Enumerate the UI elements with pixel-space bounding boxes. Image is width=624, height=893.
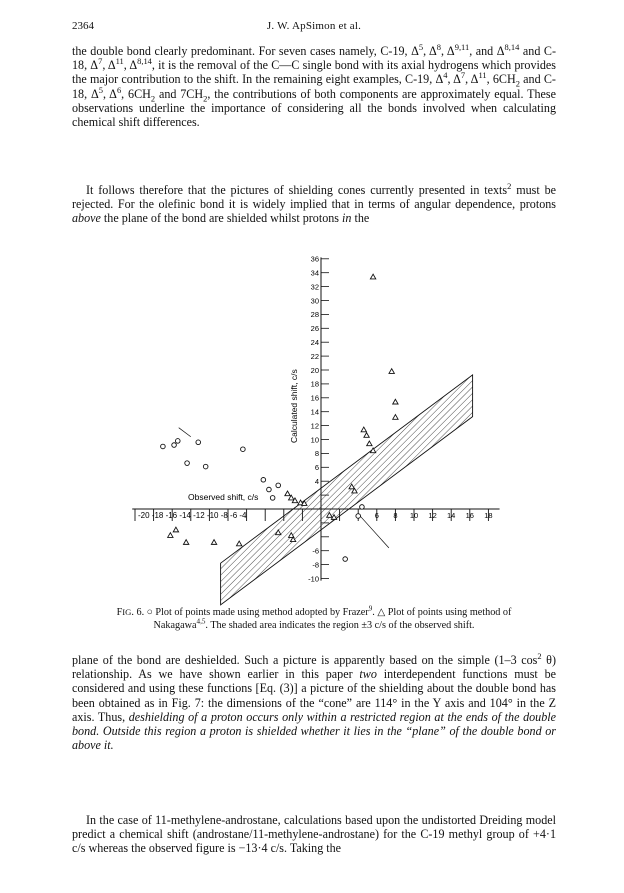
triangle-point: [393, 399, 398, 404]
triangle-point: [236, 541, 241, 546]
circle-point: [276, 483, 281, 488]
y-tick-label: 34: [310, 268, 319, 278]
y-tick-label: 24: [310, 338, 319, 347]
circle-point: [185, 461, 190, 466]
y-tick-label: -6: [312, 546, 319, 556]
y-tick-label: 36: [310, 254, 319, 264]
y-tick-label: 10: [310, 435, 319, 445]
triangle-point: [183, 540, 188, 545]
paragraph-3: plane of the bond are deshielded. Such a picture is apparently based on the simple (1–3 $\cos^2 \theta$) relationship. As we have shown earlier in this paper two interdependent functions must be considered and using these functions [Eq. (3)] a picture of the shielding about the double bond has been obtained as in Fig. 7: the dimensions of the “cone” are 114° in the Y axis and 104° in the Z axis. Thus, deshielding of a proton occurs only within a restricted region at the ends of the double bond. Outside this region a proton is shielded whether it lies in the “plane” of the double bond or above it.: [72, 650, 556, 753]
circle-point: [343, 557, 348, 562]
circle-point: [203, 464, 208, 469]
y-tick-label: 32: [310, 282, 319, 292]
x-tick-label: 10: [409, 511, 419, 520]
circle-point: [172, 443, 177, 448]
guide-line-right: [360, 516, 389, 548]
y-tick-label: 20: [310, 365, 319, 375]
x-tick-label: 12: [428, 511, 437, 520]
y-tick-label: 4: [314, 477, 319, 486]
triangle-point: [370, 274, 375, 279]
triangle-point: [367, 441, 372, 446]
triangle-point: [168, 533, 173, 538]
page-number: 2364: [72, 20, 94, 32]
circle-point: [356, 514, 361, 519]
triangle-point: [211, 540, 216, 545]
y-tick-label: 8: [314, 449, 319, 459]
band-region: [221, 375, 473, 605]
guide-line-left: [179, 428, 191, 437]
y-axis-label: Calculated shift, c/s: [289, 369, 299, 443]
triangle-point: [393, 415, 398, 420]
circle-point: [360, 505, 365, 510]
x-tick-label: 8: [393, 511, 398, 520]
shaded-band: [221, 375, 473, 605]
figure-caption: FIG. 6. ○ Plot of points made using method adopted by Frazer$^9$. △ Plot of points using method of Nakagawa$^{4,5}$. The shaded area indicates the region ±3 c/s of the observed shift.: [116, 604, 512, 631]
paragraph-4: In the case of 11-methylene-androstane, calculations based upon the undistorted Dreiding model predict a chemical shift (androstane/11-methylene-androstane) for the C-19 methyl group of +4·1 c/s whereas the observed figure is −13·4 c/s. Taking the: [72, 813, 556, 856]
y-tick-label: 28: [310, 310, 319, 320]
circle-point: [267, 487, 272, 492]
circle-point: [261, 478, 266, 483]
circle-point: [241, 447, 246, 452]
x-tick-label: 18: [484, 511, 493, 520]
x-tick-label: 16: [465, 511, 474, 520]
circle-point: [175, 439, 180, 444]
y-tick-label: 14: [310, 407, 319, 417]
x-axis-label: Observed shift, c/s: [188, 492, 259, 502]
y-tick-label: 12: [310, 421, 319, 431]
circle-point: [270, 496, 275, 501]
running-head: J. W. ApSimon et al.: [266, 20, 362, 32]
y-tick-label: 18: [310, 379, 319, 389]
y-tick-label: 16: [310, 393, 319, 403]
y-tick-label: 30: [310, 296, 319, 306]
triangle-point: [285, 491, 290, 496]
y-tick-label: 6: [314, 463, 319, 473]
y-tick-label: -10: [308, 574, 319, 584]
triangle-point: [173, 527, 178, 532]
triangle-point: [361, 427, 366, 432]
triangle-point: [364, 433, 369, 438]
x-tick-label: 14: [447, 511, 456, 520]
paragraph-2: It follows therefore that the pictures of shielding cones currently presented in texts$^2$ must be rejected. For the olefinic bond it is widely implied that in terms of angular dependence, protons above the plane of the bond are shielded whilst protons in the: [72, 180, 556, 226]
y-tick-label: 22: [310, 351, 319, 361]
circle-point: [161, 444, 166, 449]
triangle-point: [389, 369, 394, 374]
y-tick-label: 26: [310, 324, 319, 334]
x-tick-label: 6: [374, 511, 379, 520]
paragraph-1: the double bond clearly predominant. For seven cases namely, C-19, $\Delta^5$, $\Delta^8$, Δ$^{9,11}$, and Δ$^{8,14}$ and C-18, $\Delta^7$, $\Delta^{11}$, Δ$^{8,14}$, it is the removal of the C—C single bond with its axial hydrogens which provides the major contribution to the shift. In the remaining eight examples, C-19, $\Delta^4$, $\Delta^7$, $\Delta^{11}$, $6CH_2$ and C-18, $\Delta^5$, $\Delta^6$, $6CH_2$ and $7CH_2$, the contributions of both components are approximately equal. These observations underline the importance of considering all the bonds involved when calculating chemical shift differences.: [72, 41, 556, 130]
x-tick-labels-left: -20 -18 -16 -14 -12 -10 -8 -6 -4: [138, 511, 247, 520]
circle-point: [196, 440, 201, 445]
y-tick-label: -8: [312, 560, 319, 570]
